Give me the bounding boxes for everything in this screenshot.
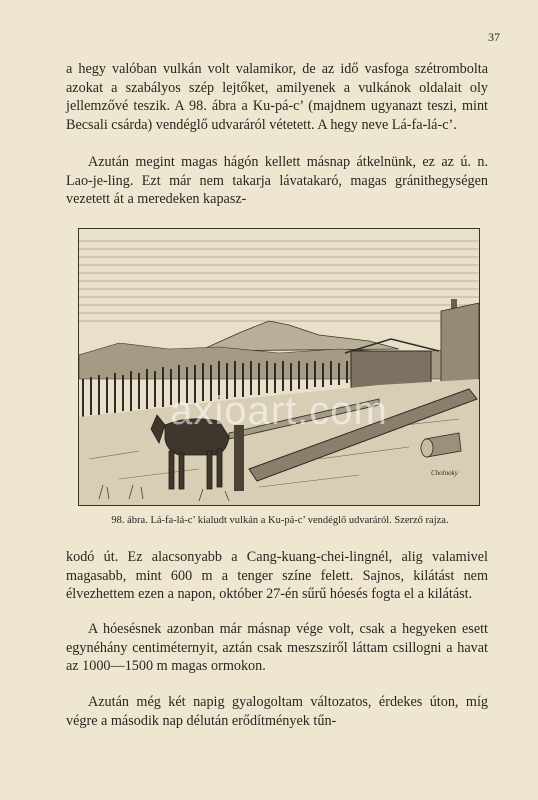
figure-illustration <box>78 228 480 506</box>
paragraph-5: Azután még két napig gyalogoltam változatos, érdekes úton, míg végre a második nap délután erődítmények tűn- <box>66 694 488 729</box>
artist-signature: Cholnoky <box>431 469 458 477</box>
paragraph-4: A hóesésnek azonban már másnap vége volt, csak a hegyeken esett egynéhány centiméternyit, aztán csak meszsziről láttam csillogni a havat az 1000—1500 m magas ormokon. <box>66 621 488 674</box>
watermark: axioart.com <box>170 389 388 433</box>
page-number: 37 <box>488 30 500 44</box>
paragraph-2: Azután megint magas hágón kellett másnap átkelnünk, ez az ú. n. Lao-je-ling. Ezt már nem takarja lávatakaró, magas gránithegységen vezetett át a meredeken kapasz- <box>66 154 488 207</box>
paragraph-3: kodó út. Ez alacsonyabb a Cang-kuang-chei-lingnél, alig valamivel magasabb, mint 600 m a tenger színe felett. Sajnos, kilátást nem élvezhettem ezen a napon, október 27-én sűrű hóesés fogta el a kilátást. <box>66 549 488 602</box>
figure-caption: 98. ábra. Lá-fa-lá-c’ kialudt vulkán a Ku-pá-c’ vendéglő udvaráról. Szerző rajza. <box>111 515 449 526</box>
engraving-drawing <box>79 229 479 505</box>
paragraph-1: a hegy valóban vulkán volt valamikor, de az idő vasfoga szétrombolta azokat a szabályos szép lejtőket, amilyenek a vulkánok oldalait oly jellemzővé teszik. A 98. ábra a Ku-pá-c’ (majdnem ugyanazt teszi, mint Becsali csárda) vendéglő udvaráról vétetett. A hegy neve Lá-fa-lá-c’. <box>66 61 488 133</box>
